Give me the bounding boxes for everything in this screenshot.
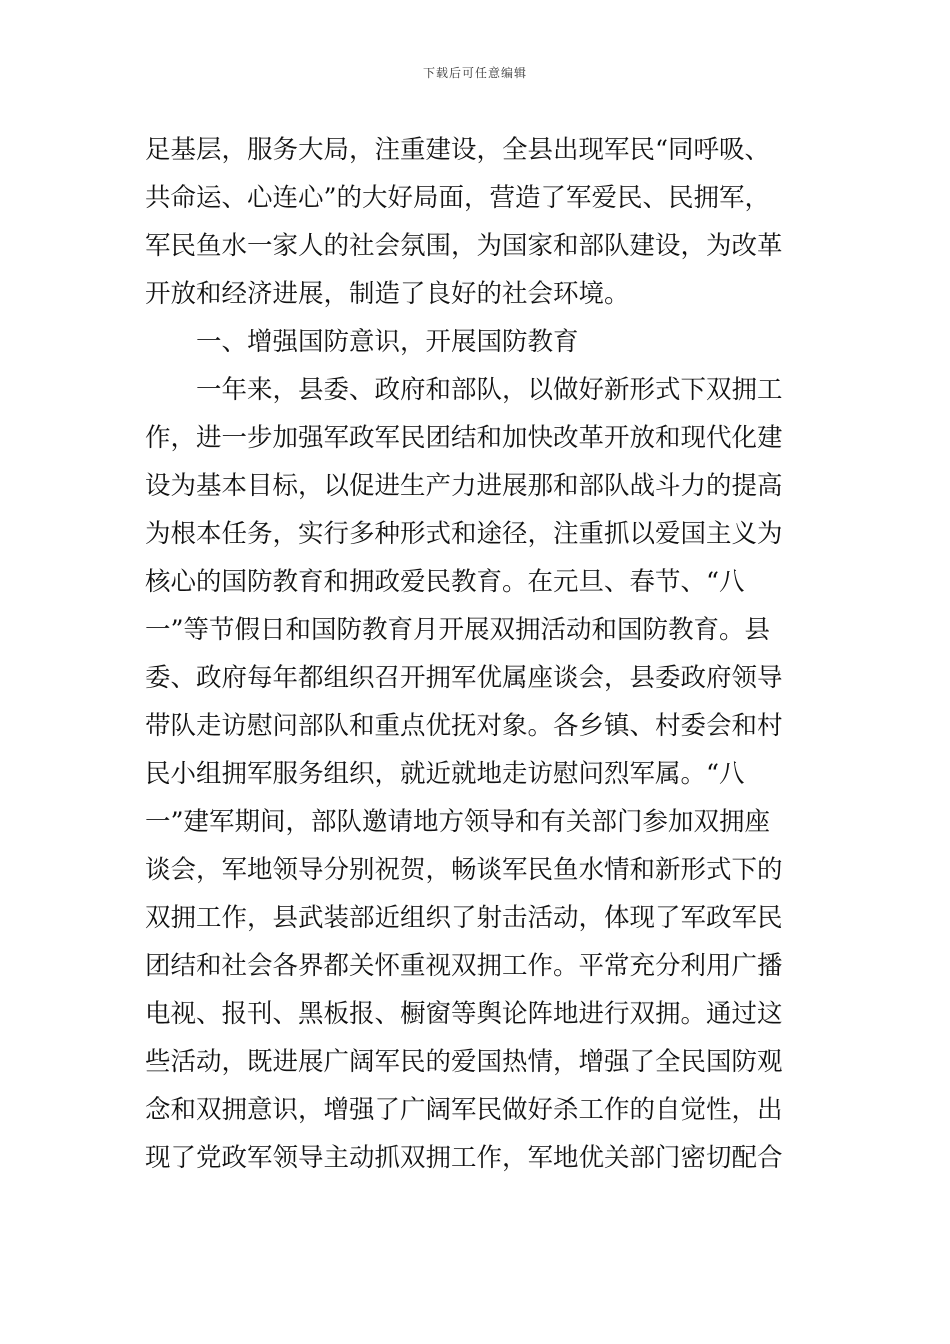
- text-line: 双拥工作，县武装部近组织了射击活动，体现了军政军民: [145, 903, 783, 933]
- text-line: 为根本任务，实行多种形式和途径，注重抓以爱国主义为: [145, 519, 783, 549]
- page-header: 下载后可任意编辑: [422, 66, 527, 80]
- text-line: 开放和经济进展，制造了良好的社会环境。: [145, 279, 630, 309]
- document-body: [145, 126, 805, 1182]
- text-line: 委、政府每年都组织召开拥军优属座谈会，县委政府领导: [145, 663, 783, 693]
- text-line: 些活动，既进展广阔军民的爱国热情，增强了全民国防观: [145, 1047, 783, 1077]
- text-line: 电视、报刊、黑板报、橱窗等舆论阵地进行双拥。通过这: [145, 999, 783, 1029]
- text-line: 民小组拥军服务组织，就近就地走访慰问烈军属。“八: [145, 759, 745, 789]
- text-line: 共命运、心连心”的大好局面，营造了军爱民、民拥军，: [145, 183, 771, 213]
- text-line: 一”建军期间，部队邀请地方领导和有关部门参加双拥座: [145, 807, 771, 837]
- text-line: 设为基本目标，以促进生产力进展那和部队战斗力的提高: [145, 471, 783, 501]
- text-line: 作，进一步加强军政军民团结和加快改革开放和现代化建: [145, 423, 783, 453]
- text-line: 一”等节假日和国防教育月开展双拥活动和国防教育。县: [145, 615, 771, 645]
- text-line: 念和双拥意识，增强了广阔军民做好杀工作的自觉性，出: [145, 1095, 783, 1125]
- text-line: 足基层，服务大局，注重建设，全县出现军民“同呼吸、: [145, 135, 771, 165]
- text-line: 一、增强国防意识，开展国防教育: [196, 327, 579, 357]
- text-line: 现了党政军领导主动抓双拥工作，军地优关部门密切配合: [145, 1143, 783, 1173]
- text-line: 带队走访慰问部队和重点优抚对象。各乡镇、村委会和村: [145, 711, 783, 741]
- text-line: 团结和社会各界都关怀重视双拥工作。平常充分利用广播: [145, 951, 783, 981]
- text-line: 一年来，县委、政府和部队，以做好新形式下双拥工: [196, 375, 783, 405]
- text-line: 军民鱼水一家人的社会氛围，为国家和部队建设，为改革: [145, 231, 783, 261]
- text-line: 核心的国防教育和拥政爱民教育。在元旦、春节、“八: [145, 567, 745, 597]
- text-line: 谈会，军地领导分别祝贺，畅谈军民鱼水情和新形式下的: [145, 855, 783, 885]
